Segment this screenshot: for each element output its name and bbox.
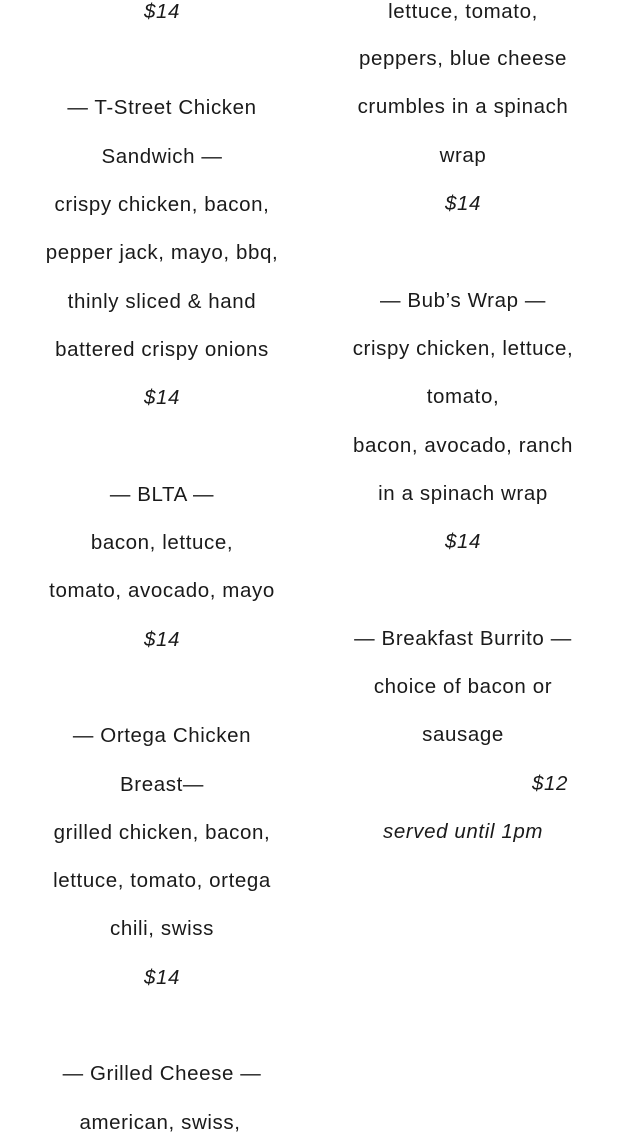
right-item-desc: crispy chicken, lettuce, <box>352 337 574 360</box>
right-item-desc: sausage <box>422 723 504 746</box>
left-item-desc: lettuce, tomato, ortega <box>53 869 271 892</box>
right-item-desc: peppers, blue cheese <box>358 47 568 70</box>
left-item-desc: bacon, lettuce, <box>90 531 234 554</box>
right-served-note: served until 1pm <box>382 820 544 843</box>
left-price-2: $14 <box>143 386 181 409</box>
left-item-title-ortega-1: — Ortega Chicken <box>72 724 252 747</box>
left-item-title-grilled-cheese: — Grilled Cheese — <box>62 1062 262 1085</box>
left-item-desc: crispy chicken, bacon, <box>54 193 270 216</box>
left-item-desc: thinly sliced & hand <box>67 290 257 313</box>
left-price-1: $14 <box>143 0 181 23</box>
left-item-desc: tomato, avocado, mayo <box>49 579 275 602</box>
right-item-desc: lettuce, tomato, <box>388 0 538 23</box>
right-item-desc: in a spinach wrap <box>378 482 548 505</box>
right-item-title-bubs-wrap: — Bub’s Wrap — <box>379 289 547 312</box>
left-item-desc: chili, swiss <box>109 917 215 940</box>
left-item-title-ortega-2: Breast— <box>120 773 204 796</box>
right-item-desc: tomato, <box>426 385 500 408</box>
left-price-4: $14 <box>143 966 181 989</box>
right-item-title-breakfast-burrito: — Breakfast Burrito — <box>354 627 572 650</box>
left-item-desc: pepper jack, mayo, bbq, <box>45 241 279 264</box>
right-price-2: $14 <box>444 530 482 553</box>
right-price-1: $14 <box>444 192 482 215</box>
left-item-desc: american, swiss, <box>79 1111 241 1134</box>
left-price-3: $14 <box>143 628 181 651</box>
right-item-desc: wrap <box>439 144 487 167</box>
right-item-desc: bacon, avocado, ranch <box>352 434 574 457</box>
left-item-title-blta: — BLTA — <box>109 483 215 506</box>
left-item-desc: battered crispy onions <box>55 338 269 361</box>
right-item-desc: crumbles in a spinach <box>357 95 569 118</box>
right-item-desc: choice of bacon or <box>373 675 553 698</box>
left-item-title-tstreet-1: — T-Street Chicken <box>67 96 257 119</box>
left-item-title-tstreet-2: Sandwich — <box>101 145 223 168</box>
left-item-desc: grilled chicken, bacon, <box>53 821 271 844</box>
right-price-3: $12 <box>531 772 569 795</box>
